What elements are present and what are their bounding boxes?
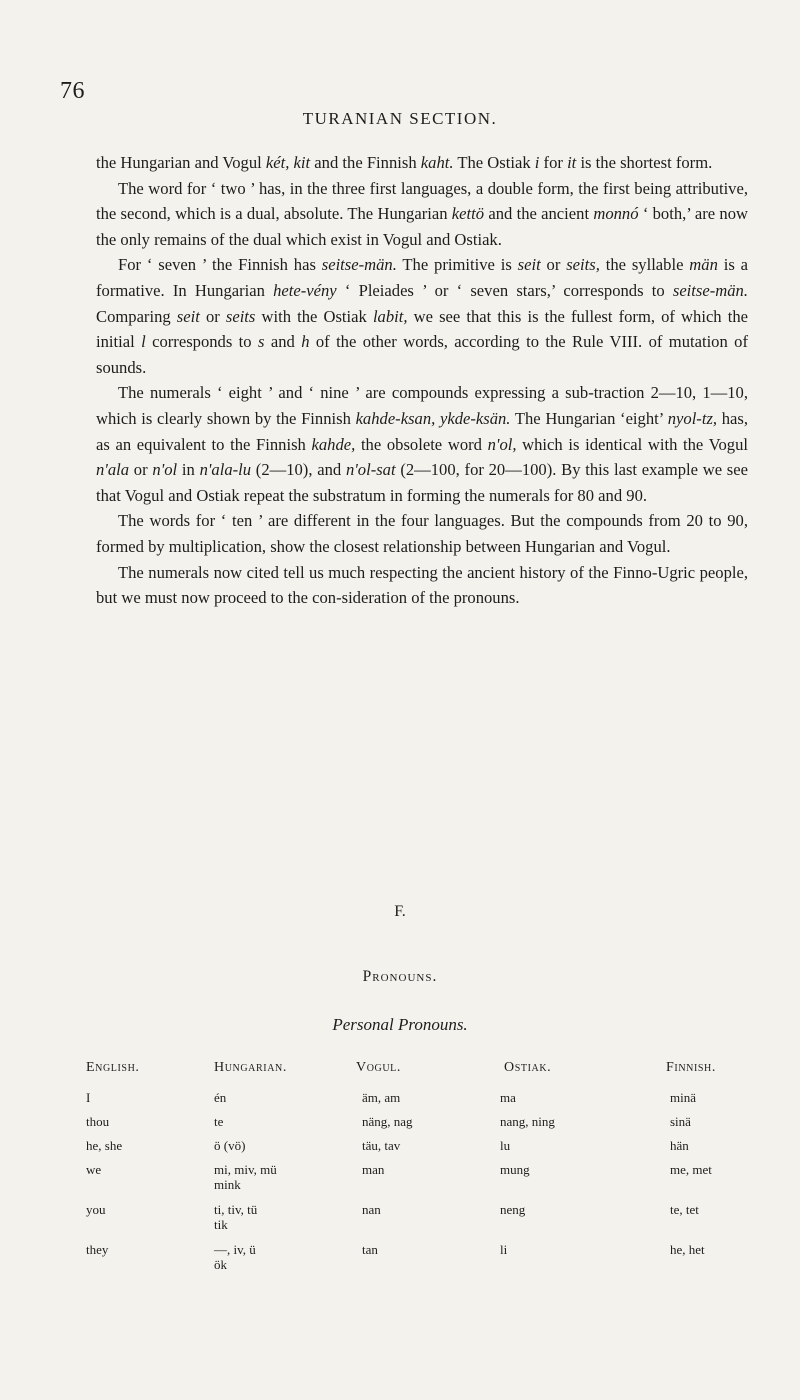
- text-run: in: [177, 460, 200, 480]
- italic-term: seit: [176, 306, 200, 326]
- italic-term: seit: [517, 255, 541, 275]
- table-cell-finnish: hän: [670, 1138, 689, 1153]
- text-run: For ‘ seven ’ the Finnish has: [118, 255, 322, 275]
- table-cell-ostiak: lu: [500, 1138, 511, 1153]
- italic-term: kaht.: [420, 153, 454, 172]
- section-subtitle: Personal Pronouns.: [332, 1015, 468, 1034]
- table-cell-ostiak: neng: [500, 1202, 526, 1217]
- italic-term: n'ol: [152, 460, 178, 480]
- table-cell-vogul: täu, tav: [362, 1138, 401, 1153]
- text-run: or: [540, 255, 567, 275]
- italic-term: seitse-män.: [672, 280, 748, 300]
- table-header-row: [86, 1060, 766, 1090]
- table-cell-vogul: man: [362, 1162, 385, 1177]
- table-cell-english: they: [86, 1242, 109, 1257]
- italic-term: seits: [225, 306, 256, 326]
- table-cell-vogul: nan: [362, 1202, 381, 1217]
- italic-term: i: [534, 153, 540, 172]
- italic-term: nyol-tz,: [667, 408, 718, 428]
- table-cell-hungarian: ö (vö): [214, 1138, 246, 1153]
- italic-term: h: [301, 332, 310, 352]
- table-cell-hungarian: ti, tiv, tü tik: [214, 1202, 258, 1232]
- table-cell-ostiak: mung: [500, 1162, 530, 1177]
- page-number: 76: [60, 78, 85, 104]
- table-cell-hungarian: te: [214, 1114, 224, 1129]
- text-run: (2—10), and: [251, 460, 346, 480]
- italic-term: monnó: [593, 204, 639, 224]
- italic-term: n'ol-sat: [345, 460, 396, 480]
- table-cell-finnish: minä: [670, 1090, 696, 1105]
- text-run: The words for ‘ ten ’ are different in the four languages. But the compounds from 20 to 90, formed by multiplication, show the closest relationship between Hungarian and Vogul.: [96, 511, 748, 556]
- table-cell-english: we: [86, 1162, 102, 1177]
- text-run: for: [539, 153, 568, 172]
- text-run: which is identical with the Vogul: [516, 434, 748, 454]
- table-cell-english: I: [86, 1090, 91, 1105]
- text-run: the obsolete word: [355, 434, 488, 454]
- section-letter: F.: [394, 903, 406, 920]
- paragraph: [96, 380, 748, 508]
- italic-term: s: [257, 332, 265, 352]
- table-cell-vogul: äm, am: [362, 1090, 401, 1105]
- table-cell-ostiak: li: [500, 1242, 508, 1257]
- table-header-ostiak: Ostiak.: [504, 1060, 552, 1075]
- text-run: ‘ both,’ are now the only remains of the dual which exist in Vogul and Ostiak.: [96, 204, 748, 249]
- table-cell-finnish: te, tet: [670, 1202, 699, 1217]
- table-cell-hungarian: én: [214, 1090, 227, 1105]
- pronouns-table: [86, 1060, 766, 1272]
- text-run: The numerals now cited tell us much respecting the ancient history of the Finno-Ugric people, but we must now proceed to the con-sideration of the pronouns.: [96, 562, 748, 608]
- table-header-english: English.: [86, 1060, 140, 1075]
- paragraph: [96, 560, 748, 611]
- text-run: ‘ Pleiades ’ or ‘ seven stars,’ corresponds to: [336, 280, 673, 300]
- text-run: The Hungarian ‘eight’: [510, 408, 668, 428]
- text-run: (2—100, for 20—100). By this last example we see that Vogul and Ostiak repeat the substratum in forming the numerals for 80 and 90.: [96, 460, 748, 505]
- text-run: with the Ostiak: [255, 306, 373, 326]
- text-run: The primitive is: [396, 255, 518, 275]
- italic-term: labit,: [372, 306, 408, 326]
- table-cell-finnish: he, het: [670, 1242, 705, 1257]
- text-run: The Ostiak: [453, 153, 535, 172]
- table-header-vogul: Vogul.: [356, 1060, 401, 1075]
- table-cell-finnish: me, met: [670, 1162, 712, 1177]
- body-text: [96, 150, 748, 611]
- table-cell-vogul: näng, nag: [362, 1114, 413, 1129]
- table-header-finnish: Finnish.: [666, 1060, 716, 1075]
- text-run: and the Finnish: [310, 153, 421, 172]
- text-run: and: [264, 332, 302, 352]
- table-cell-finnish: sinä: [670, 1114, 691, 1129]
- text-run: the syllable: [599, 255, 690, 275]
- text-run: is the shortest form.: [576, 153, 713, 172]
- text-run: has, as an equivalent to the Finnish: [96, 408, 749, 454]
- italic-term: it: [567, 153, 577, 172]
- table-cell-ostiak: ma: [500, 1090, 516, 1105]
- italic-term: kettö: [451, 204, 485, 224]
- text-run: the Hungarian and Vogul: [96, 153, 266, 172]
- italic-term: l: [141, 332, 146, 352]
- text-run: Comparing: [96, 306, 177, 326]
- paragraph: [96, 150, 748, 176]
- text-run: of the other words, according to the Rule VIII. of mutation of sounds.: [96, 332, 748, 377]
- paragraph: [96, 176, 748, 253]
- table-cell-english: thou: [86, 1114, 110, 1129]
- italic-term: seits,: [566, 255, 600, 275]
- table-header-hungarian: Hungarian.: [214, 1060, 287, 1075]
- table-cell-hungarian: mi, miv, mü mink: [214, 1162, 277, 1192]
- text-run: and the ancient: [484, 204, 594, 224]
- italic-term: kahde-ksan, ykde-ksän.: [355, 408, 511, 428]
- italic-term: kahde,: [311, 434, 356, 454]
- italic-term: n'ol,: [487, 434, 517, 454]
- table-cell-vogul: tan: [362, 1242, 378, 1257]
- running-head: TURANIAN SECTION.: [302, 109, 498, 128]
- table-cell-hungarian: —, iv, ü ök: [214, 1242, 256, 1272]
- italic-term: män: [689, 255, 718, 275]
- table-cell-english: you: [86, 1202, 106, 1217]
- paragraph: [96, 252, 748, 380]
- paragraph: [96, 508, 748, 559]
- text-run: we see that this is the fullest form, of which the initial: [96, 306, 748, 352]
- text-run: The word for ‘ two ’ has, in the three first languages, a double form, the first being attributive, the second, which is a dual, absolute. The Hungarian: [96, 178, 748, 224]
- section-title: Pronouns.: [362, 968, 438, 985]
- table-cell-english: he, she: [86, 1138, 123, 1153]
- italic-term: n'ala-lu: [199, 460, 252, 480]
- text-run: or: [129, 460, 153, 480]
- text-run: or: [199, 306, 226, 326]
- table-cell-ostiak: nang, ning: [500, 1114, 555, 1129]
- italic-term: hete-vény: [273, 280, 337, 300]
- text-run: The numerals ‘ eight ’ and ‘ nine ’ are compounds expressing a sub-traction 2—10, 1—10, which is clearly shown by the Finnish: [96, 383, 748, 428]
- italic-term: két, kit: [265, 153, 311, 172]
- italic-term: seitse-män.: [321, 255, 397, 275]
- text-run: corresponds to: [145, 332, 258, 352]
- text-run: is a formative. In Hungarian: [96, 255, 748, 300]
- italic-term: n'ala: [96, 460, 130, 480]
